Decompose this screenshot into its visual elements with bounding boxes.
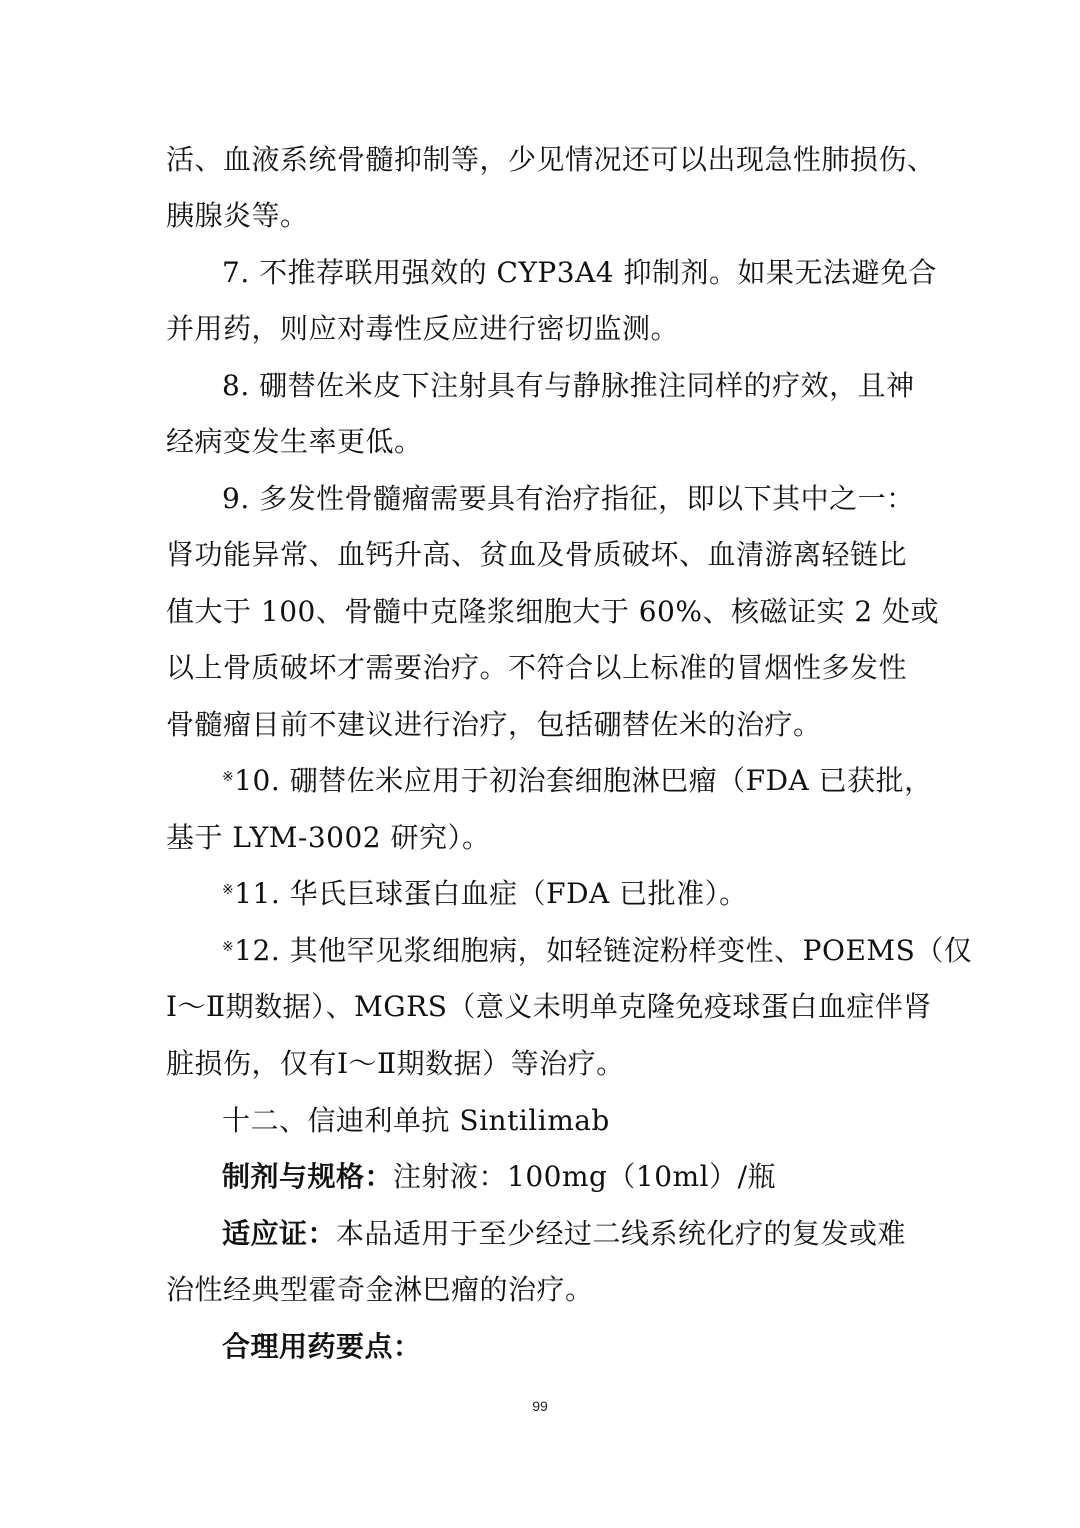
formulation-label: 制剂与规格： <box>222 1160 394 1193</box>
reference-marker: ※ <box>222 939 235 955</box>
text-line: 骨髓瘤目前不建议进行治疗，包括硼替佐米的治疗。 <box>166 708 822 741</box>
formulation-value: 注射液：100mg（10ml）/瓶 <box>393 1160 777 1193</box>
indication-line <box>222 1214 982 1254</box>
indication-value: 本品适用于至少经过二线系统化疗的复发或难 <box>336 1217 907 1250</box>
indication-label: 适应证： <box>222 1217 337 1250</box>
text-line: 经病变发生率更低。 <box>166 425 423 458</box>
item-12-text: 12. 其他罕见浆细胞病，如轻链淀粉样变性、POEMS（仅 <box>234 934 973 967</box>
text-line: 治性经典型霍奇金淋巴瘤的治疗。 <box>166 1273 594 1306</box>
text-line: 胰腺炎等。 <box>166 199 309 232</box>
text-line: 脏损伤，仅有Ⅰ～Ⅱ期数据）等治疗。 <box>166 1047 625 1080</box>
item-9: 9. 多发性骨髓瘤需要具有治疗指征，即以下其中之一： <box>222 482 915 515</box>
item-8: 8. 硼替佐米皮下注射具有与静脉推注同样的疗效，且神 <box>222 369 915 402</box>
text-line: 以上骨质破坏才需要治疗。不符合以上标准的冒烟性多发性 <box>166 651 908 684</box>
formulation-line <box>222 1157 982 1197</box>
item-7: 7. 不推荐联用强效的 CYP3A4 抑制剂。如果无法避免合 <box>222 256 938 289</box>
key-points-heading: 合理用药要点： <box>222 1330 422 1363</box>
text-line: 活、血液系统骨髓抑制等，少见情况还可以出现急性肺损伤、 <box>166 143 936 176</box>
text-line: 值大于 100、骨髓中克隆浆细胞大于 60%、核磁证实 2 处或 <box>166 595 940 628</box>
page-number: 99 <box>532 1398 548 1414</box>
text-line: 并用药，则应对毒性反应进行密切监测。 <box>166 312 680 345</box>
item-12 <box>222 931 982 971</box>
text-line: 基于 LYM-3002 研究）。 <box>166 821 491 854</box>
item-11 <box>222 874 982 914</box>
item-10-text: 10. 硼替佐米应用于初治套细胞淋巴瘤（FDA 已获批， <box>234 764 933 797</box>
item-11-text: 11. 华氏巨球蛋白血症（FDA 已批准）。 <box>234 877 748 910</box>
text-line: Ⅰ～Ⅱ期数据）、MGRS（意义未明单克隆免疫球蛋白血症伴肾 <box>166 990 932 1023</box>
section-heading: 十二、信迪利单抗 Sintilimab <box>222 1104 610 1137</box>
reference-marker: ※ <box>222 769 235 785</box>
reference-marker: ※ <box>222 882 235 898</box>
text-line: 肾功能异常、血钙升高、贫血及骨质破坏、血清游离轻链比 <box>166 538 908 571</box>
item-10 <box>222 761 982 801</box>
